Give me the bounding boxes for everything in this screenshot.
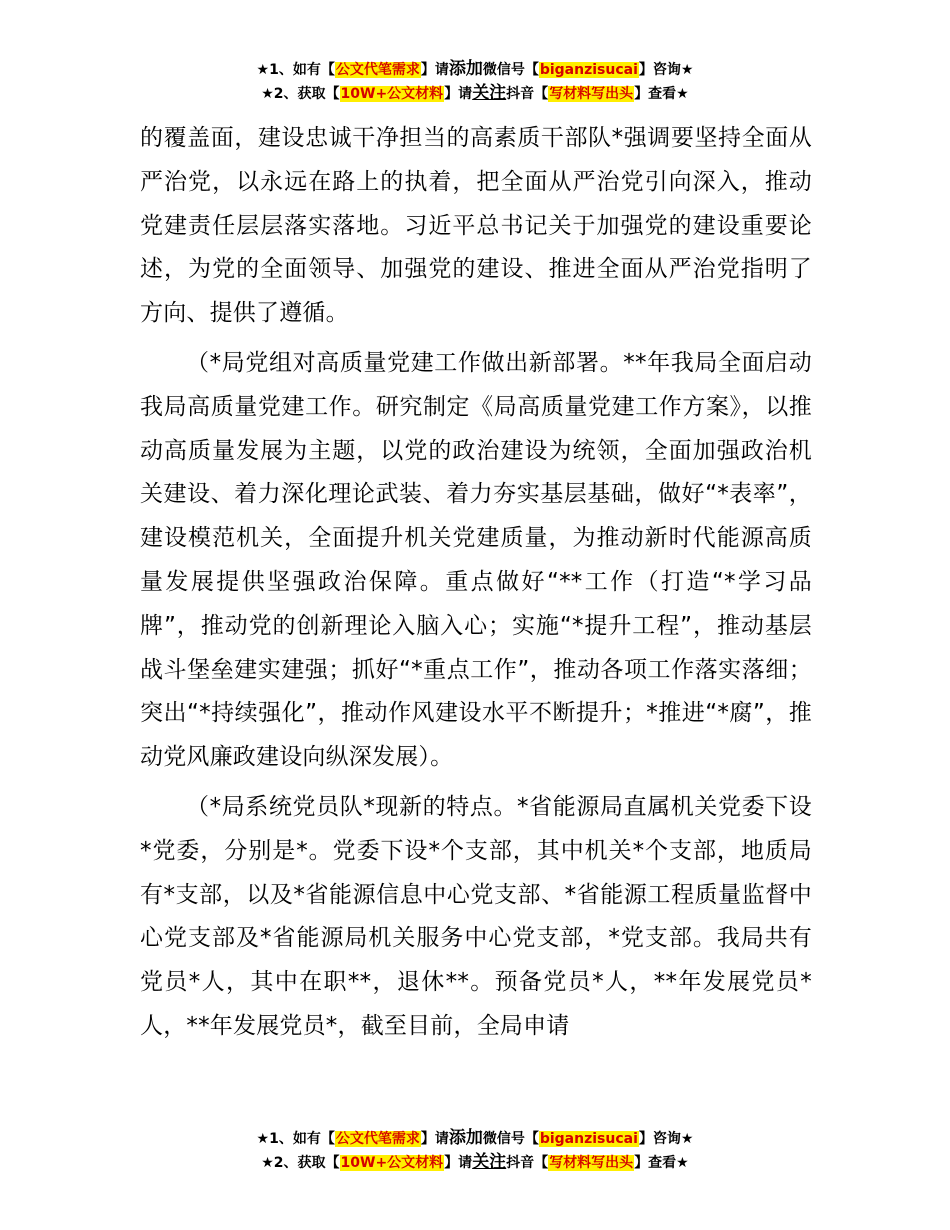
banner-text: 】请 <box>420 62 449 78</box>
banner-line-2 <box>0 1151 950 1175</box>
highlight-service: 公文代笔需求 <box>335 1131 420 1147</box>
highlight-wechat-id: biganzisucai <box>539 62 638 78</box>
banner-text: 】请 <box>444 86 473 102</box>
banner-line-1 <box>0 1127 950 1151</box>
banner-text: 微信号【 <box>482 1131 539 1147</box>
banner-emphasis: 添加 <box>448 1128 483 1148</box>
footer-banner <box>0 1127 950 1175</box>
highlight-materials: 10W+公文材料 <box>340 1155 444 1171</box>
paragraph-2: （*局党组对高质量党建工作做出新部署。**年我局全面启动我局高质量党建工作。研究制定《局高质量党建工作方案》，以推动高质量发展为主题，以党的政治建设为统领，全面加强政治机关建设、着力深化理论武装、着力夯实基层基础，做好“*表率”，建设模范机关，全面提升机关党建质量，为推动新时代能源高质量发展提供坚强政治保障。重点做好“**工作（打造“*学习品牌”，推动党的创新理论入脑入心；实施“*提升工程”，推动基层战斗堡垒建实建强；抓好“*重点工作”，推动各项工作落实落细；突出“*持续强化”，推动作风建设水平不断提升；*推进“*腐”，推动党风廉政建设向纵深发展）。 <box>140 349 812 771</box>
paragraph-1: 的覆盖面，建设忠诚干净担当的高素质干部队*强调要坚持全面从严治党，以永远在路上的执着，把全面从严治党引向深入，推动党建责任层层落实落地。习近平总书记关于加强党的建设重要论述，为党的全面领导、加强党的建设、推进全面从严治党指明了方向、提供了遵循。 <box>140 125 812 327</box>
banner-line-2 <box>0 82 950 106</box>
banner-emphasis: 关注 <box>472 1152 507 1172</box>
banner-text: 】咨询★ <box>638 62 694 78</box>
banner-text: 】请 <box>420 1131 449 1147</box>
banner-text: 】查看★ <box>634 86 689 102</box>
banner-text: 】咨询★ <box>638 1131 694 1147</box>
paragraph-3: （*局系统党员队*现新的特点。*省能源局直属机关党委下设*党委，分别是*。党委下设*个支部，其中机关*个支部，地质局有*支部，以及*省能源信息中心党支部、*省能源工程质量监督中心党支部及*省能源局机关服务中心党支部，*党支部。我局共有党员*人，其中在职**，退休**。预备党员*人，**年发展党员*人，**年发展党员*，截至目前，全局申请 <box>140 793 812 1039</box>
highlight-douyin-account: 写材料写出头 <box>549 86 634 102</box>
banner-text: ★2、获取【 <box>261 86 340 102</box>
highlight-materials: 10W+公文材料 <box>340 86 444 102</box>
highlight-wechat-id: biganzisucai <box>539 1131 638 1147</box>
highlight-douyin-account: 写材料写出头 <box>549 1155 634 1171</box>
banner-emphasis: 添加 <box>448 59 483 79</box>
banner-text: 】请 <box>444 1155 473 1171</box>
banner-text: ★1、如有【 <box>256 1131 335 1147</box>
banner-text: 微信号【 <box>482 62 539 78</box>
banner-text: ★2、获取【 <box>261 1155 340 1171</box>
banner-text: 抖音【 <box>506 1155 549 1171</box>
highlight-service: 公文代笔需求 <box>335 62 420 78</box>
banner-text: ★1、如有【 <box>256 62 335 78</box>
header-banner <box>0 58 950 106</box>
document-body <box>140 117 812 1049</box>
banner-text: 】查看★ <box>634 1155 689 1171</box>
banner-line-1 <box>0 58 950 82</box>
banner-emphasis: 关注 <box>472 83 507 103</box>
banner-text: 抖音【 <box>506 86 549 102</box>
